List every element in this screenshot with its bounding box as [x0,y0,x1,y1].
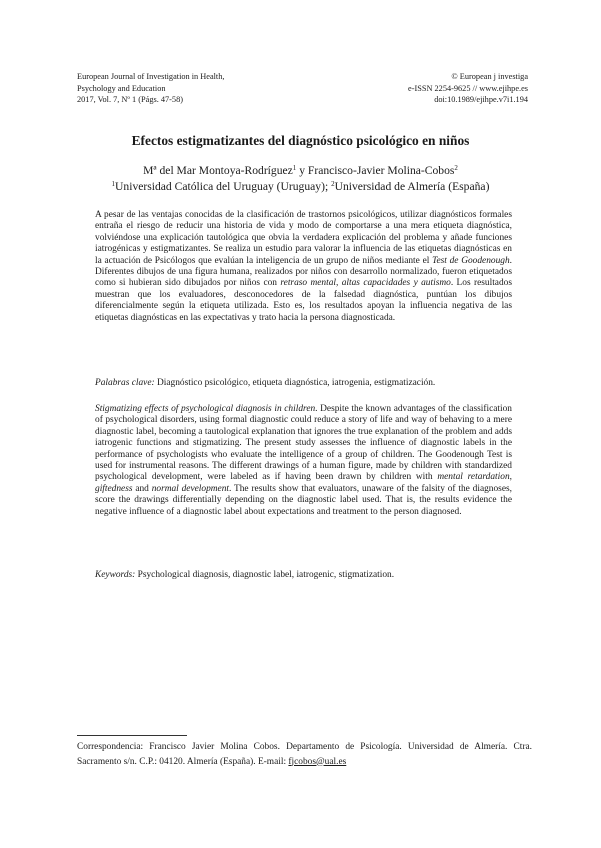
abstract-spanish [95,210,512,324]
affiliation-2: Universidad de Almería (España) [334,180,490,193]
author-1: Mª del Mar Montoya-Rodríguez [143,164,293,177]
keywords-en-text: Psychological diagnosis, diagnostic label, iatrogenic, stigmatization. [135,570,395,580]
correspondence-text: Correspondencia: Francisco Javier Molina Cobos. Departamento de Psicología. Universidad de Almería. Ctra. Sacramento s/n. C.P.: 04120. Almería (España). E-mail: [77,742,532,767]
abstract-en-label-2: giftedness [95,483,133,494]
author-joiner: y [296,164,308,177]
abstract-en-text-1: . Despite the known advantages of the classification of psychological disorders, using formal diagnostic could reduce a story of life and way of behaving to a mere diagnostic label, becoming a tautological explanation that ignores the true explanation of the problem and adds iatrogenic functions and stigmatizing. The present study assesses the influence of diagnostic labels in the performance of psychologists who evaluate the intelligence of a group of children. The Goodenough Test is used for instrumental reasons. The different drawings of a human figure, made by children with standardized psychological development, were labeled as if having been drawn by children with [95,404,512,483]
footnote-divider [77,735,187,736]
journal-name-line-1: European Journal of Investigation in Health, [77,72,225,81]
keywords-english [95,570,512,581]
affiliation-1-mark: 1 [111,180,116,188]
abstract-es-test-name: Test de Goodenough [432,255,510,266]
correspondence-footnote [77,740,532,769]
affiliation-2-mark: 2 [331,180,335,188]
abstract-en-separator-2: and [132,483,152,494]
affiliations [60,179,541,194]
author-2: Francisco-Javier Molina-Cobos [307,164,455,177]
keywords-es-text: Diagnóstico psicológico, etiqueta diagnóstica, iatrogenia, estigmatización. [154,378,436,388]
abstract-es-text-1: A pesar de las ventajas conocidas de la clasificación de trastornos psicológicos, utilizar diagnósticos formales entraña el riesgo de reducir una historia de vida y modo de comportarse a una mera etiqueta diagnóstica, volviéndose una explicación tautológica que obvia la verdadera explicación del problema y añade funciones iatrogénicas y estigmatizantes. Se realiza un estudio para valorar la influencia de las etiquetas diagnósticas en la actuación de Psicólogos que evalúan la inteligencia de un grupo de niños mediante el [95,210,512,266]
author-2-affiliation-mark: 2 [454,164,458,172]
abstract-en-label-1: mental retardation [437,472,510,483]
keywords-es-label: Palabras clave: [95,378,155,388]
journal-volume: 2017, Vol. 7, Nº 1 (Págs. 47-58) [77,95,183,104]
copyright-line: © European j investiga [451,72,528,81]
article-title: Efectos estigmatizantes del diagnóstico psicológico en niños [131,133,470,148]
abstract-en-label-3: normal development [151,483,229,494]
journal-name-line-2: Psychology and Education [77,83,166,93]
abstract-en-separator-1: , [509,472,512,483]
doi-line: doi:10.1989/ejihpe.v7i1.194 [434,95,528,104]
abstract-en-text-2: . The results show that evaluators, unaware of the falsity of the diagnoses, score the drawings differentially depending on the diagnostic label used. That is, the results evidence the negative influence of a diagnostic label about expectations and treatment to the person diagnosed. [95,483,512,517]
keywords-en-label: Keywords: [95,570,136,580]
abstract-es-text-2: . Diferentes dibujos de una figura humana, realizados por niños con desarrollo normalizado, fueron etiquetados como si hubieran sido dibujados por niños con [95,255,512,289]
affiliation-1: Universidad Católica del Uruguay (Uruguay); [115,180,332,193]
keywords-spanish [95,378,512,389]
abstract-es-text-3: . Los resultados muestran que los evaluadores, desconocedores de la falsedad diagnóstica, puntúan los dibujos diferencialmente según la etiqueta utilizada. Esto es, los resultados apoyan la influencia negativa de las etiquetas diagnósticas en las expectativas y trato hacia la persona diagnosticada. [95,278,512,323]
journal-info [77,71,337,106]
journal-identifiers [328,71,528,106]
abstract-en-title: Stigmatizing effects of psychological diagnosis in children [95,404,316,414]
abstract-es-labels: retraso mental, altas capacidades y autismo [280,278,451,289]
email-link[interactable]: fjcobos@ual.es [288,756,347,767]
abstract-english [95,404,512,518]
author-1-affiliation-mark: 1 [292,164,297,172]
issn-line: e-ISSN 2254-9625 // www.ejihpe.es [408,83,528,93]
author-list [60,163,541,178]
